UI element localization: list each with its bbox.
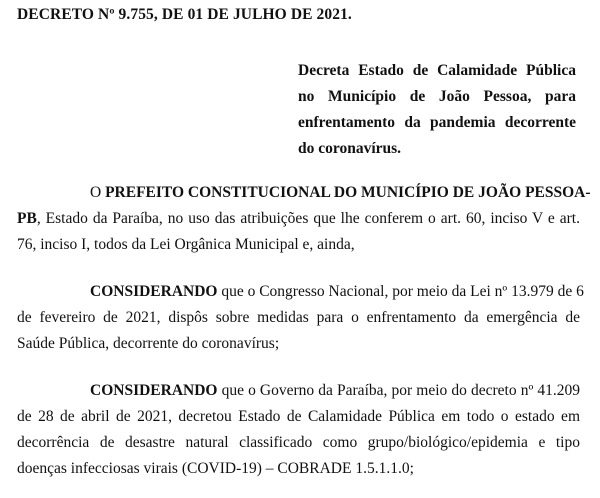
considerando-paragraph-2 <box>17 378 580 482</box>
preamble-paragraph <box>17 180 591 258</box>
preamble-text: , Estado da Paraíba, no uso das atribuições que lhe conferem o art. 60, inciso V e art. <box>36 210 580 227</box>
considerando-paragraph-1 <box>17 279 584 357</box>
considerando-text: que o Governo da Paraíba, por meio do decreto nº 41.209 <box>217 382 580 399</box>
decree-ementa <box>298 58 576 162</box>
preamble-line <box>17 180 591 206</box>
considerando-line: de 28 de abril de 2021, decretou Estado de Calamidade Pública em todo o estado em <box>17 408 580 425</box>
considerando-line <box>17 378 580 404</box>
preamble-line: 76, inciso I, todos da Lei Orgânica Municipal e, ainda, <box>17 236 355 253</box>
authority-title: PREFEITO CONSTITUCIONAL DO MUNICÍPIO DE JOÃO PESSOA- <box>105 184 591 201</box>
ementa-line: no Município de João Pessoa, para <box>298 88 576 105</box>
considerando-line <box>17 279 584 305</box>
considerando-line: doenças infecciosas virais (COVID-19) – COBRADE 1.5.1.1.0; <box>17 460 414 477</box>
preamble-line <box>17 206 580 232</box>
considerando-text: que o Congresso Nacional, por meio da Lei nº 13.979 de 6 <box>217 283 584 300</box>
ementa-line: enfrentamento da pandemia decorrente <box>298 114 576 131</box>
ementa-line: Decreta Estado de Calamidade Pública <box>298 62 576 79</box>
preamble-article: O <box>90 184 102 201</box>
considerando-keyword: CONSIDERANDO <box>90 283 218 300</box>
decree-title: DECRETO Nº 9.755, DE 01 DE JULHO DE 2021. <box>17 6 352 23</box>
authority-title-end: PB <box>17 210 37 227</box>
ementa-line: do coronavírus. <box>298 140 402 157</box>
considerando-line: decorrência de desastre natural classificado como grupo/biológico/epidemia e tipo <box>17 434 580 451</box>
considerando-line: Saúde Pública, decorrente do coronavírus; <box>17 335 280 352</box>
considerando-line: de fevereiro de 2021, dispôs sobre medidas para o enfrentamento da emergência de <box>17 309 580 326</box>
considerando-keyword: CONSIDERANDO <box>90 382 218 399</box>
